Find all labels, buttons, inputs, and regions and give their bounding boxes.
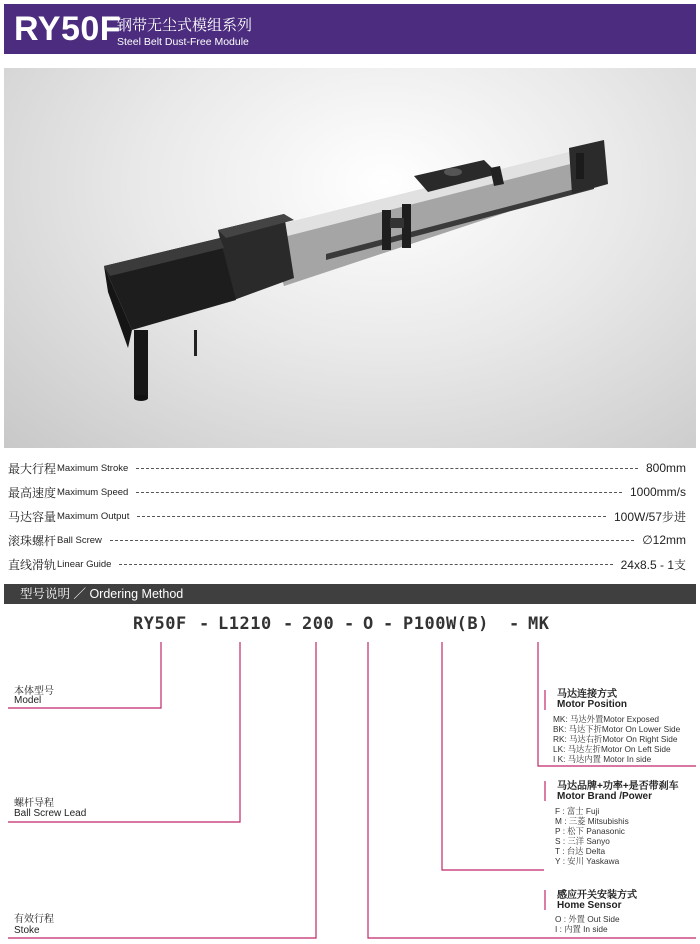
spec-value: ∅12mm (642, 533, 686, 547)
code-motor: P100W(B) (403, 614, 489, 634)
motor-position-option: RK: 马达右折Motor On Right Side (553, 734, 678, 744)
label-model-en: Model (14, 695, 42, 706)
motor-position-title-cn: 马达连接方式 (557, 689, 617, 700)
motor-brand-option: P : 松下 Panasonic (555, 826, 625, 836)
spec-value: 100W/57步进 (613, 509, 686, 524)
spec-label-cn: 滚珠螺杆 (8, 533, 57, 548)
spec-label-cn: 最高速度 (8, 485, 57, 500)
home-sensor-option: I : 内置 In side (555, 924, 608, 934)
spec-label-cn: 最大行程 (8, 461, 57, 476)
label-stroke-cn: 有效行程 (14, 914, 54, 925)
spec-value: 1000mm/s (629, 485, 686, 499)
spec-label-en: Ball Screw (57, 534, 102, 546)
code-model: RY50F (133, 614, 187, 634)
motor-brand-title-en: Motor Brand /Power (557, 791, 653, 802)
label-lead-cn: 螺杆导程 (14, 798, 54, 809)
motor-brand-option: T : 台达 Delta (555, 846, 606, 856)
code-dash: - (509, 614, 520, 634)
motor-position-option: I K: 马达内置 Motor In side (553, 754, 652, 764)
motor-brand-option: F : 富士 Fuji (555, 806, 600, 816)
label-model-cn: 本体型号 (14, 686, 54, 697)
home-sensor-title-cn: 感应开关安装方式 (557, 890, 637, 901)
spec-label-cn: 直线滑轨 (8, 557, 57, 572)
home-sensor-option: O : 外置 Out Side (555, 914, 620, 924)
motor-position-option: LK: 马达左折Motor On Left Side (553, 744, 671, 754)
spec-label-en: Maximum Output (57, 510, 130, 522)
model-title: RY50F (14, 10, 122, 48)
home-sensor-title-en: Home Sensor (557, 900, 622, 911)
code-stroke: 200 (302, 614, 335, 634)
motor-position-option: BK: 马达下折Motor On Lower Side (553, 724, 681, 734)
code-motor-position: MK (528, 614, 550, 634)
label-stroke-en: Stoke (14, 925, 40, 936)
series-title-en: Steel Belt Dust-Free Module (117, 36, 249, 48)
code-dash: - (283, 614, 294, 634)
motor-brand-option: S : 三洋 Sanyo (555, 836, 610, 846)
code-lead: L1210 (218, 614, 272, 634)
code-dash: - (199, 614, 210, 634)
spec-value: 800mm (645, 461, 686, 475)
code-dash: - (344, 614, 355, 634)
code-sensor: O (363, 614, 374, 634)
motor-position-title-en: Motor Position (557, 699, 627, 710)
motor-brand-option: Y : 安川 Yaskawa (555, 856, 620, 866)
motor-brand-title-cn: 马达品牌+功率+是否带刹车 (557, 781, 679, 792)
spec-label-en: Maximum Speed (57, 486, 129, 498)
label-lead-en: Ball Screw Lead (14, 808, 87, 819)
motor-brand-option: M : 三菱 Mitsubishis (555, 816, 629, 826)
spec-value: 24x8.5 - 1支 (620, 557, 686, 572)
spec-label-cn: 马达容量 (8, 509, 57, 524)
ordering-method-title: 型号说明 ／ Ordering Method (20, 587, 184, 601)
motor-position-option: MK: 马达外置Motor Exposed (553, 714, 660, 724)
series-title-cn: 钢带无尘式模组系列 (117, 17, 253, 34)
spec-label-en: Linear Guide (57, 558, 112, 570)
code-dash: - (383, 614, 394, 634)
spec-label-en: Maximum Stroke (57, 462, 129, 474)
